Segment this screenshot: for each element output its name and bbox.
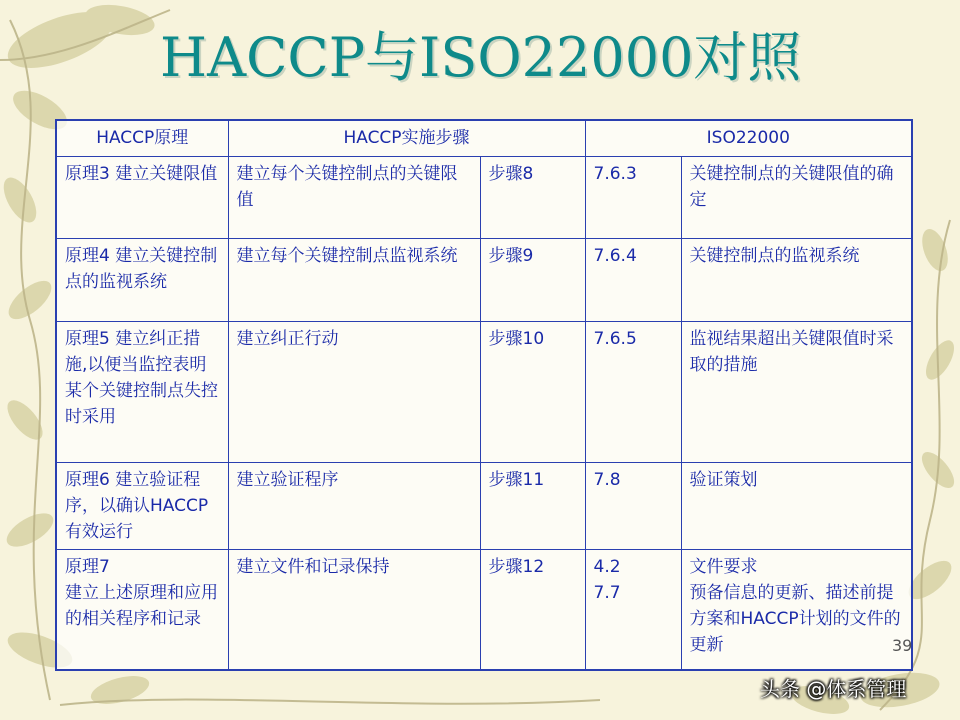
table-row: [56, 462, 912, 549]
header-iso22000: ISO22000: [585, 120, 912, 156]
iso-desc-cell: 关键控制点的关键限值的确定: [681, 156, 912, 238]
table-header-row: [56, 120, 912, 156]
iso-desc-b: 预备信息的更新、描述前提方案和HACCP计划的文件的更新: [689, 582, 901, 655]
action-cell: 建立文件和记录保持: [228, 549, 480, 670]
table-row: [56, 238, 912, 321]
clause-b: 7.7: [593, 582, 621, 603]
action-cell: 建立验证程序: [228, 462, 480, 549]
principle-body: 建立上述原理和应用的相关程序和记录: [65, 582, 218, 629]
header-haccp-principle: HACCP原理: [56, 120, 228, 156]
table-row: [56, 549, 912, 670]
iso-desc-cell: 关键控制点的监视系统: [681, 238, 912, 321]
clause-a: 4.2: [593, 556, 621, 577]
action-cell: 建立每个关键控制点监视系统: [228, 238, 480, 321]
header-haccp-steps: HACCP实施步骤: [228, 120, 585, 156]
principle-cell: 原理5 建立纠正措施,以便当监控表明某个关键控制点失控时采用: [56, 321, 228, 462]
principle-cell: 原理6 建立验证程序，以确认HACCP有效运行: [56, 462, 228, 549]
step-cell: 步骤10: [480, 321, 585, 462]
principle-title: 原理7: [65, 556, 110, 577]
clause-cell: 7.6.4: [585, 238, 681, 321]
step-cell: 步骤11: [480, 462, 585, 549]
table-row: [56, 156, 912, 238]
table-row: [56, 321, 912, 462]
iso-desc-cell: 验证策划: [681, 462, 912, 549]
step-cell: 步骤12: [480, 549, 585, 670]
action-cell: 建立每个关键控制点的关键限值: [228, 156, 480, 238]
iso-desc-a: 文件要求: [689, 556, 758, 577]
watermark-text: 头条 @体系管理: [760, 677, 907, 701]
clause-cell: 7.8: [585, 462, 681, 549]
slide-title: HACCP与ISO22000对照: [160, 26, 802, 89]
principle-cell: [56, 549, 228, 670]
iso-desc-cell: [681, 549, 912, 670]
step-cell: 步骤8: [480, 156, 585, 238]
clause-cell: 7.6.3: [585, 156, 681, 238]
comparison-table: [55, 119, 913, 671]
principle-cell: 原理4 建立关键控制点的监视系统: [56, 238, 228, 321]
clause-cell: [585, 549, 681, 670]
page-number: 39: [892, 636, 913, 655]
clause-cell: 7.6.5: [585, 321, 681, 462]
principle-cell: 原理3 建立关键限值: [56, 156, 228, 238]
iso-desc-cell: 监视结果超出关键限值时采取的措施: [681, 321, 912, 462]
action-cell: 建立纠正行动: [228, 321, 480, 462]
step-cell: 步骤9: [480, 238, 585, 321]
